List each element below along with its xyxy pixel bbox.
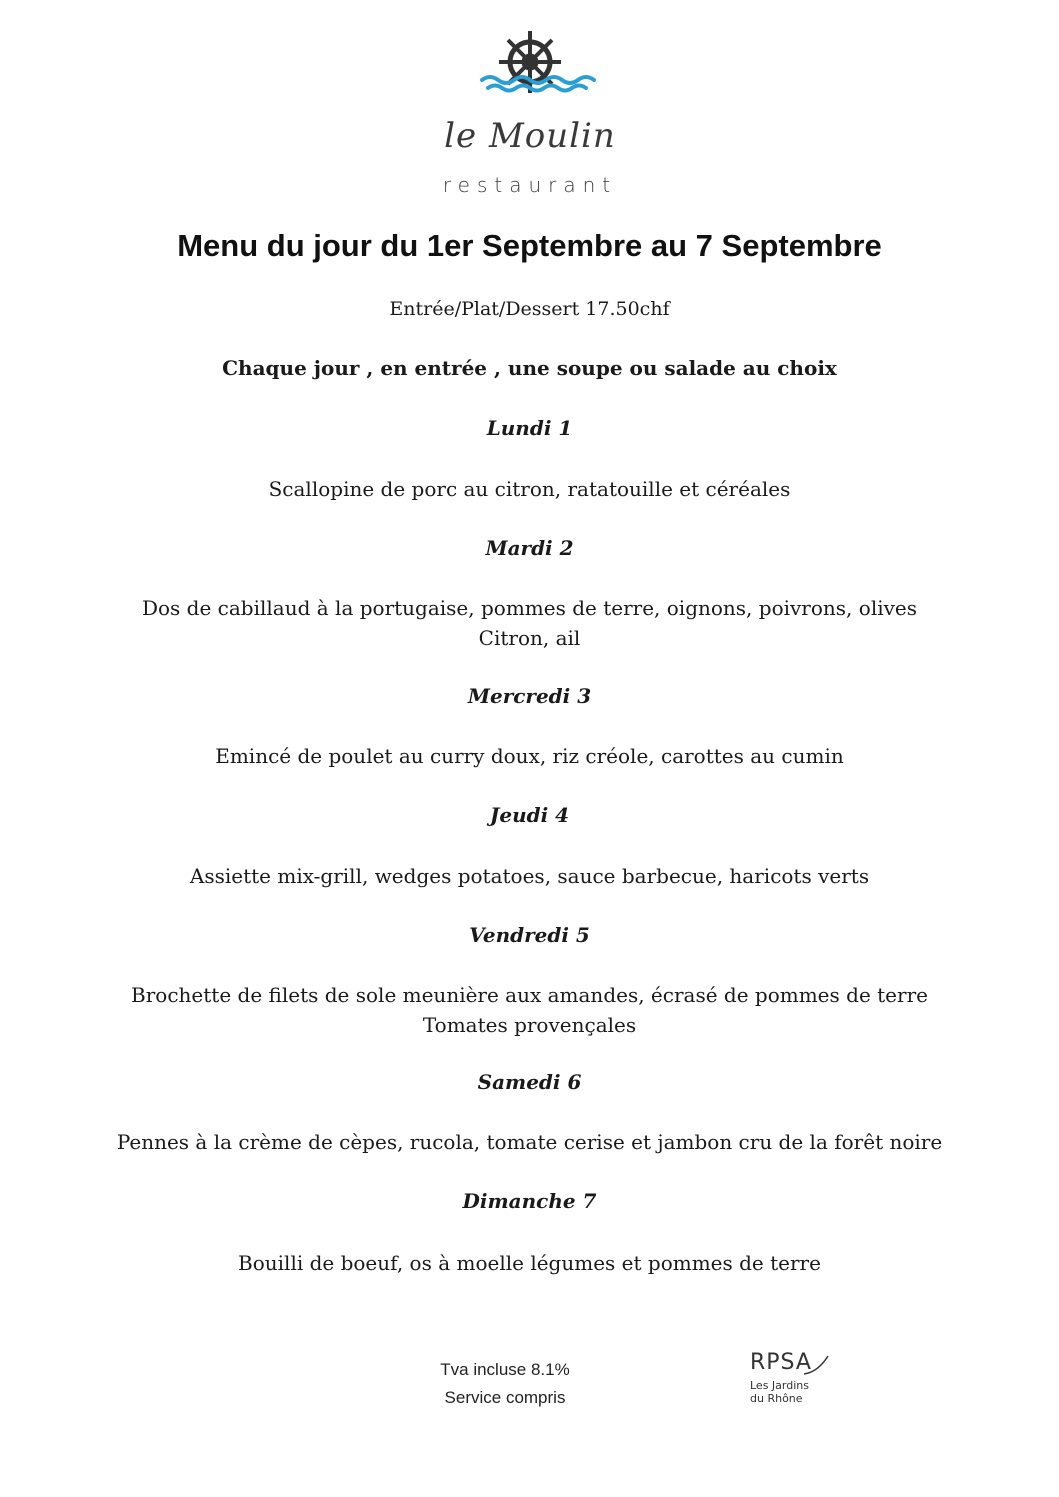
footer-notes xyxy=(400,1356,610,1412)
partner-mark: RPSA xyxy=(750,1350,812,1375)
dish-line: Brochette de filets de sole meunière aux amandes, écrasé de pommes de terre xyxy=(131,983,928,1007)
day-heading: Mardi 2 xyxy=(485,536,574,560)
service-note: Service compris xyxy=(444,1388,566,1407)
menu-intro: Chaque jour , en entrée , une soupe ou salade au choix xyxy=(222,356,837,380)
partner-line: Les Jardins xyxy=(750,1379,809,1392)
dish-line: Scallopine de porc au citron, ratatouille et céréales xyxy=(268,477,791,501)
day-heading: Mercredi 3 xyxy=(467,684,592,708)
day-heading: Vendredi 5 xyxy=(469,923,590,947)
day-dish xyxy=(0,593,1059,653)
day-dish xyxy=(0,741,1059,771)
dish-line: Assiette mix-grill, wedges potatoes, sauce barbecue, haricots verts xyxy=(189,864,870,888)
day-heading: Jeudi 4 xyxy=(489,803,570,827)
day-heading: Dimanche 7 xyxy=(462,1189,597,1213)
partner-subtitle xyxy=(750,1379,840,1405)
day-dish xyxy=(0,861,1059,891)
day-dish xyxy=(0,474,1059,504)
tva-note: Tva incluse 8.1% xyxy=(440,1360,570,1379)
dish-line: Citron, ail xyxy=(478,626,581,650)
dish-line: Dos de cabillaud à la portugaise, pommes de terre, oignons, poivrons, olives xyxy=(141,596,918,620)
logo-subtitle: restaurant xyxy=(442,173,618,197)
day-heading: Samedi 6 xyxy=(477,1070,582,1094)
partner-line: du Rhône xyxy=(750,1392,803,1405)
ship-wheel-icon xyxy=(410,28,650,118)
dish-line: Pennes à la crème de cèpes, rucola, tomate cerise et jambon cru de la forêt noire xyxy=(116,1130,943,1154)
restaurant-logo xyxy=(410,28,650,197)
dish-line: Emincé de poulet au curry doux, riz créole, carottes au cumin xyxy=(215,744,844,768)
page-title: Menu du jour du 1er Septembre au 7 Septembre xyxy=(177,228,882,263)
dish-line: Bouilli de boeuf, os à moelle légumes et pommes de terre xyxy=(238,1251,821,1275)
day-dish xyxy=(0,980,1059,1040)
menu-price: Entrée/Plat/Dessert 17.50chf xyxy=(389,298,670,320)
day-dish xyxy=(0,1127,1059,1157)
partner-logo xyxy=(750,1350,840,1410)
logo-script-text: le Moulin xyxy=(444,116,616,156)
partner-swoosh-icon xyxy=(802,1352,832,1378)
dish-line: Tomates provençales xyxy=(422,1013,637,1037)
day-heading: Lundi 1 xyxy=(486,416,573,440)
day-dish xyxy=(0,1248,1059,1278)
